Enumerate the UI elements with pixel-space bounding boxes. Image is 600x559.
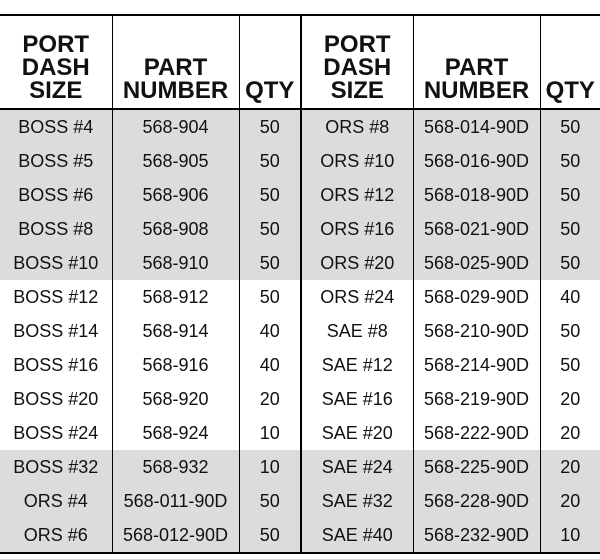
cell-port-dash-size-right: SAE #16	[301, 382, 413, 416]
table-row	[0, 518, 600, 553]
cell-port-dash-size-right: SAE #32	[301, 484, 413, 518]
cell-part-number-left: 568-905	[112, 144, 239, 178]
cell-qty-left: 50	[239, 144, 301, 178]
cell-qty-right: 20	[560, 388, 581, 409]
cell-port-dash-size-left: BOSS #24	[0, 416, 112, 450]
cell-part-number-right: 568-222-90D	[413, 416, 540, 450]
cell-qty-left: 50	[239, 109, 301, 144]
cell-part-number-right: 568-025-90D	[413, 246, 540, 280]
cell-part-number-left: 568-920	[112, 382, 239, 416]
cell-part-number-right: 568-018-90D	[413, 178, 540, 212]
cell-part-number-left: 568-011-90D	[112, 484, 239, 518]
cell-part-number-left: 568-012-90D	[112, 518, 239, 553]
cell-qty-left: 40	[259, 354, 280, 375]
table-row	[0, 416, 600, 450]
cell-qty-right: 10	[540, 518, 600, 553]
cell-port-dash-size-left: BOSS #4	[0, 109, 112, 144]
parts-table	[0, 14, 600, 554]
cell-port-dash-size-right: ORS #10	[301, 144, 413, 178]
cell-qty-left: 50	[239, 246, 301, 280]
cell-port-dash-size-left: BOSS #14	[0, 314, 112, 348]
header-part-number-right: PART NUMBER	[413, 15, 540, 109]
cell-port-dash-size-right: SAE #8	[301, 314, 413, 348]
table-row	[0, 314, 600, 348]
cell-part-number-left: 568-924	[112, 416, 239, 450]
cell-qty-right: 50	[560, 354, 581, 375]
cell-qty-left: 10	[259, 422, 280, 443]
cell-part-number-right: 568-210-90D	[413, 314, 540, 348]
cell-part-number-right: 568-016-90D	[413, 144, 540, 178]
cell-part-number-left: 568-916	[112, 348, 239, 382]
cell-qty-left: 50	[239, 518, 301, 553]
cell-port-dash-size-left: BOSS #16	[0, 348, 112, 382]
cell-port-dash-size-left: BOSS #12	[0, 280, 112, 314]
cell-qty-left: 50	[239, 212, 301, 246]
cell-port-dash-size-left: ORS #6	[0, 518, 112, 553]
cell-port-dash-size-right: SAE #12	[301, 348, 413, 382]
cell-part-number-left: 568-912	[112, 280, 239, 314]
cell-part-number-right: 568-225-90D	[413, 450, 540, 484]
cell-part-number-left: 568-932	[112, 450, 239, 484]
cell-qty-right: 50	[540, 144, 600, 178]
cell-port-dash-size-right: ORS #12	[301, 178, 413, 212]
table-row	[0, 109, 600, 144]
header-row	[0, 15, 600, 109]
cell-part-number-right: 568-014-90D	[413, 109, 540, 144]
cell-part-number-left: 568-910	[112, 246, 239, 280]
cell-port-dash-size-left: BOSS #32	[0, 450, 112, 484]
cell-qty-right: 20	[540, 450, 600, 484]
table-body	[0, 109, 600, 553]
cell-qty-right: 50	[540, 246, 600, 280]
cell-qty-right: 50	[540, 178, 600, 212]
table-row	[0, 212, 600, 246]
cell-port-dash-size-right: ORS #20	[301, 246, 413, 280]
cell-port-dash-size-left: BOSS #10	[0, 246, 112, 280]
cell-port-dash-size-right: SAE #20	[301, 416, 413, 450]
table-row	[0, 280, 600, 314]
table-row	[0, 382, 600, 416]
cell-part-number-left: 568-904	[112, 109, 239, 144]
cell-port-dash-size-right: SAE #40	[301, 518, 413, 553]
cell-part-number-right: 568-214-90D	[413, 348, 540, 382]
cell-part-number-right: 568-021-90D	[413, 212, 540, 246]
table-row	[0, 348, 600, 382]
cell-qty-left: 50	[239, 178, 301, 212]
header-port-dash-size-right: PORT DASH SIZE	[301, 15, 413, 109]
header-part-number-left: PART NUMBER	[112, 15, 239, 109]
cell-port-dash-size-left: BOSS #20	[0, 382, 112, 416]
header-qty-right: QTY	[540, 15, 600, 109]
cell-port-dash-size-right: SAE #24	[301, 450, 413, 484]
cell-qty-left: 40	[259, 320, 280, 341]
cell-port-dash-size-left: ORS #4	[0, 484, 112, 518]
cell-qty-right: 50	[560, 320, 581, 341]
cell-qty-left: 10	[239, 450, 301, 484]
cell-part-number-left: 568-908	[112, 212, 239, 246]
table-row	[0, 144, 600, 178]
cell-part-number-left: 568-914	[112, 314, 239, 348]
cell-part-number-right: 568-228-90D	[413, 484, 540, 518]
cell-port-dash-size-left: BOSS #5	[0, 144, 112, 178]
table-row	[0, 484, 600, 518]
table-row	[0, 246, 600, 280]
cell-qty-left: 20	[259, 388, 280, 409]
cell-port-dash-size-left: BOSS #8	[0, 212, 112, 246]
cell-qty-right: 50	[540, 212, 600, 246]
header-qty-left: QTY	[239, 15, 301, 109]
cell-qty-right: 20	[540, 484, 600, 518]
cell-qty-left: 50	[259, 286, 280, 307]
cell-port-dash-size-right: ORS #8	[301, 109, 413, 144]
cell-part-number-right: 568-232-90D	[413, 518, 540, 553]
table-row	[0, 450, 600, 484]
cell-qty-right: 50	[540, 109, 600, 144]
cell-qty-right: 20	[560, 422, 581, 443]
cell-port-dash-size-left: BOSS #6	[0, 178, 112, 212]
cell-qty-right: 40	[560, 286, 581, 307]
table-row	[0, 178, 600, 212]
cell-qty-left: 50	[239, 484, 301, 518]
cell-port-dash-size-right: ORS #16	[301, 212, 413, 246]
header-port-dash-size-left: PORT DASH SIZE	[0, 15, 112, 109]
cell-part-number-left: 568-906	[112, 178, 239, 212]
cell-part-number-right: 568-219-90D	[413, 382, 540, 416]
cell-port-dash-size-right: ORS #24	[301, 280, 413, 314]
cell-part-number-right: 568-029-90D	[413, 280, 540, 314]
